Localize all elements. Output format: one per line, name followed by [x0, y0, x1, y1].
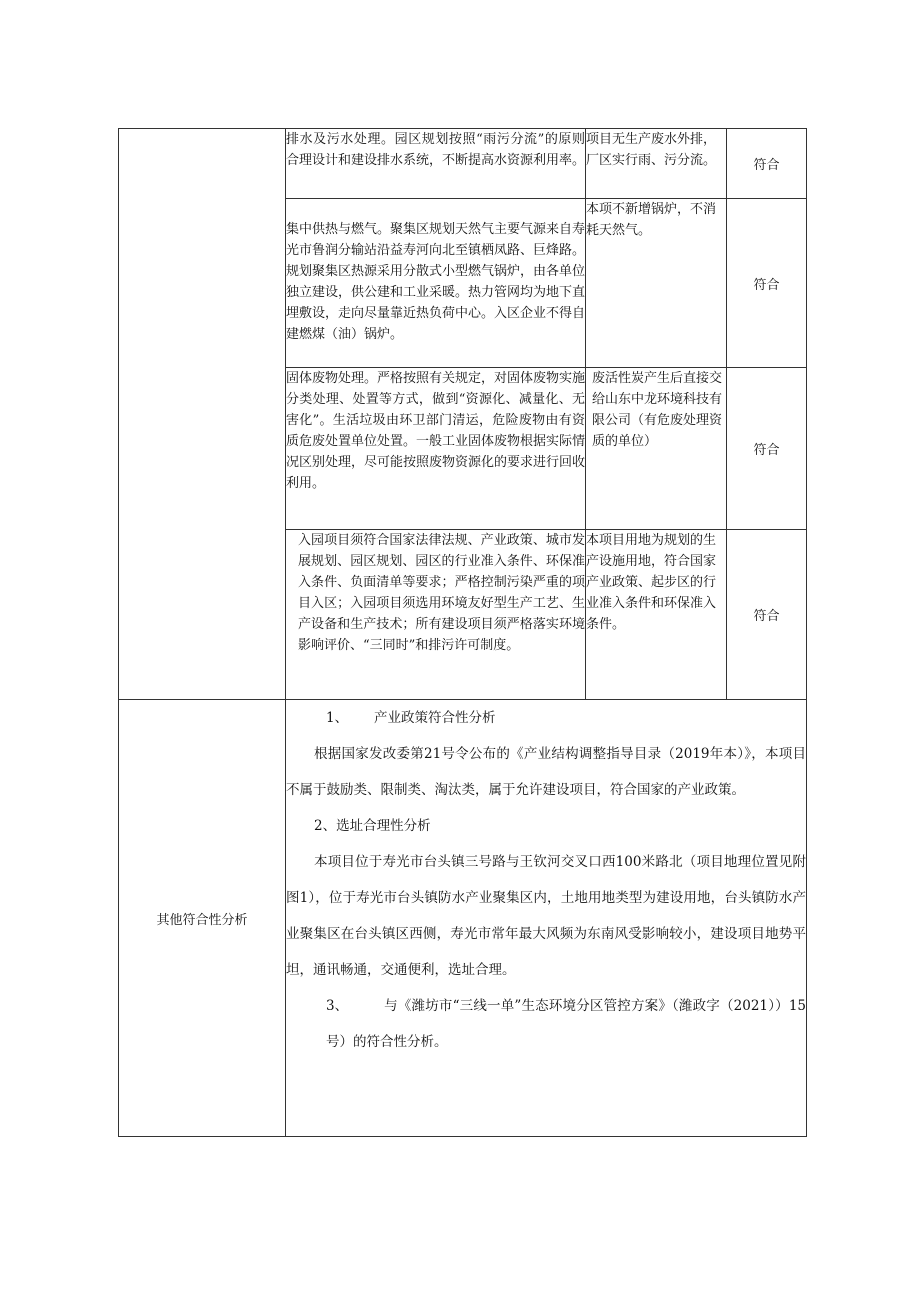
- other-analysis-content: [286, 700, 807, 1137]
- table-row: [119, 129, 807, 199]
- compliance-table: [118, 128, 807, 1137]
- requirement-cell: 固体废物处理。严格按照有关规定，对固体废物实施分类处理、处置等方式，做到“资源化、减量化、无害化”。生活垃圾由环卫部门清运，危险废物由有资质危废处置单位处置。一般工业固体废物根据实际情况区别处理，尽可能按照废物资源化的要求进行回收利用。: [286, 368, 586, 530]
- section-3-heading: [286, 988, 806, 1060]
- result-cell: 符合: [727, 530, 807, 700]
- project-cell: 本项不新增锅炉，不消耗天然气。: [586, 199, 727, 368]
- section-3-number: 3、: [326, 998, 349, 1014]
- category-cell-empty: [119, 129, 286, 700]
- section-3-title: 与《潍坊市“三线一单”生态环境分区管控方案》（潍政字（2021））15号）的符合性分析。: [326, 998, 806, 1050]
- other-analysis-label: 其他符合性分析: [119, 700, 286, 1137]
- requirement-cell: 排水及污水处理。园区规划按照“雨污分流”的原则合理设计和建设排水系统，不断提高水资源利用率。: [286, 129, 586, 199]
- section-2-heading: 2、选址合理性分析: [314, 818, 431, 834]
- table-row: [119, 700, 807, 1137]
- requirement-cell: 集中供热与燃气。聚集区规划天然气主要气源来自寿光市鲁润分输站沿益寿河向北至镇栖凤路、巨烽路。规划聚集区热源采用分散式小型燃气锅炉，由各单位独立建设，供公建和工业采暖。热力管网均为地下直埋敷设，走向尽量靠近热负荷中心。入区企业不得自建燃煤（油）锅炉。: [286, 199, 586, 368]
- result-cell: 符合: [727, 129, 807, 199]
- project-cell: 本项目用地为规划的生产设施用地，符合国家产业政策、起步区的行业准入条件和环保准入条件。: [586, 530, 727, 700]
- requirement-cell: 入园项目须符合国家法律法规、产业政策、城市发展规划、园区规划、园区的行业准入条件、环保准入条件、负面清单等要求；严格控制污染严重的项目入区；入园项目须选用环境友好型生产工艺、生产设备和生产技术；所有建设项目须严格落实环境影响评价、“三同时”和排污许可制度。: [286, 530, 586, 700]
- section-1-body: 根据国家发改委第21号令公布的《产业结构调整指导目录（2019年本）》，本项目不属于鼓励类、限制类、淘汰类，属于允许建设项目，符合国家的产业政策。: [286, 746, 806, 798]
- result-cell: 符合: [727, 368, 807, 530]
- section-2-body: 本项目位于寿光市台头镇三号路与王钦河交叉口西100米路北（项目地理位置见附图1），位于寿光市台头镇防水产业聚集区内，土地用地类型为建设用地，台头镇防水产业聚集区在台头镇区西侧，寿光市常年最大风频为东南风受影响较小，建设项目地势平坦，通讯畅通，交通便利，选址合理。: [286, 854, 806, 978]
- project-cell: 废活性炭产生后直接交给山东中龙环境科技有限公司（有危废处理资质的单位）: [586, 368, 727, 530]
- section-1-heading: [286, 700, 806, 736]
- result-cell: 符合: [727, 199, 807, 368]
- section-1-title: 产业政策符合性分析: [374, 710, 496, 726]
- project-cell: 项目无生产废水外排，厂区实行雨、污分流。: [586, 129, 727, 199]
- section-1-number: 1、: [326, 710, 349, 726]
